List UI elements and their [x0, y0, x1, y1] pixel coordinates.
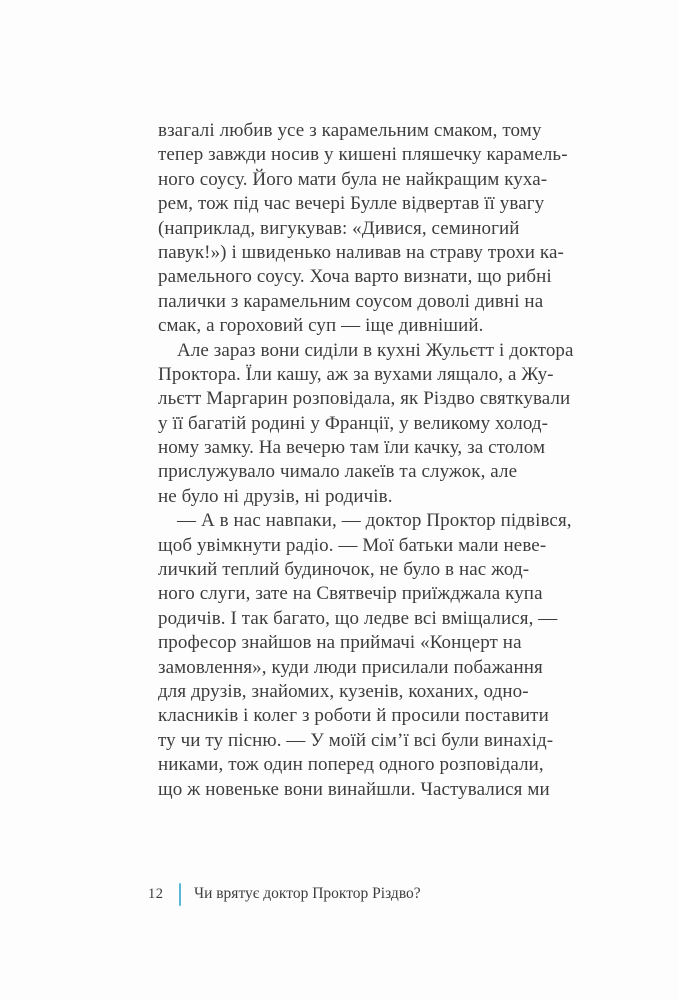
text-line: личкий теплий будиночок, не було в нас жод-	[158, 559, 530, 581]
text-line: не було ні друзів, ні родичів.	[158, 485, 393, 507]
text-line: у її багатій родині у Франції, у великому холод-	[158, 412, 549, 434]
text-line: професор знайшов на приймачі «Концерт на	[158, 632, 522, 654]
footer-separator	[179, 883, 182, 906]
page-number: 12	[148, 885, 164, 902]
body-text	[158, 119, 578, 802]
text-line: ту чи ту пісню. — У моїй сім’ї всі були винахід-	[158, 729, 554, 751]
text-line: прислужувало чимало лакеїв та служок, але	[158, 461, 518, 483]
text-line: щоб увімкнути радіо. — Мої батьки мали неве-	[158, 534, 547, 556]
text-line: взагалі любив усе з карамельним смаком, тому	[158, 120, 542, 141]
text-line: родичів. І так багато, що ледве всі вміщалися, —	[158, 607, 558, 629]
text-line: ного соусу. Його мати була не найкращим куха-	[158, 168, 548, 190]
text-line: що ж новеньке вони винайшли. Частувалися ми	[158, 778, 550, 800]
text-line: (наприклад, вигукував: «Дивися, семиногий	[158, 217, 520, 239]
text-line: павук!») і швиденько наливав на страву трохи ка-	[158, 241, 564, 263]
text-line: ного слуги, зате на Святвечір приїжджала купа	[158, 583, 543, 605]
text-line: рамельного соусу. Хоча варто визнати, що рибні	[158, 266, 552, 288]
text-line: класників і колег з роботи й просили поставити	[158, 705, 549, 727]
text-line: для друзів, знайомих, кузенів, коханих, одно-	[158, 680, 529, 702]
text-line: никами, тож один поперед одного розповідали,	[158, 754, 544, 776]
text-line: палички з карамельним соусом доволі дивні на	[158, 290, 544, 312]
text-line: Проктора. Їли кашу, аж за вухами лящало, а Жу-	[158, 363, 554, 385]
text-line: ному замку. На вечерю там їли качку, за столом	[158, 437, 546, 459]
text-line: тепер завжди носив у кишені пляшечку карамель-	[158, 144, 568, 166]
book-title: Чи врятує доктор Проктор Різдво?	[194, 885, 421, 902]
text-line: Але зараз вони сиділи в кухні Жульєтт і доктора	[177, 339, 574, 361]
text-line: смак, а гороховий суп — іще дивніший.	[158, 315, 484, 337]
text-line: — А в нас навпаки, — доктор Проктор підвівся,	[177, 510, 572, 532]
page-footer	[148, 881, 421, 907]
text-line: замовлення», куди люди присилали побажання	[158, 656, 543, 678]
text-line: льєтт Маргарин розповідала, як Різдво святкували	[158, 388, 571, 410]
text-line: рем, тож під час вечері Булле відвертав її увагу	[158, 193, 545, 215]
